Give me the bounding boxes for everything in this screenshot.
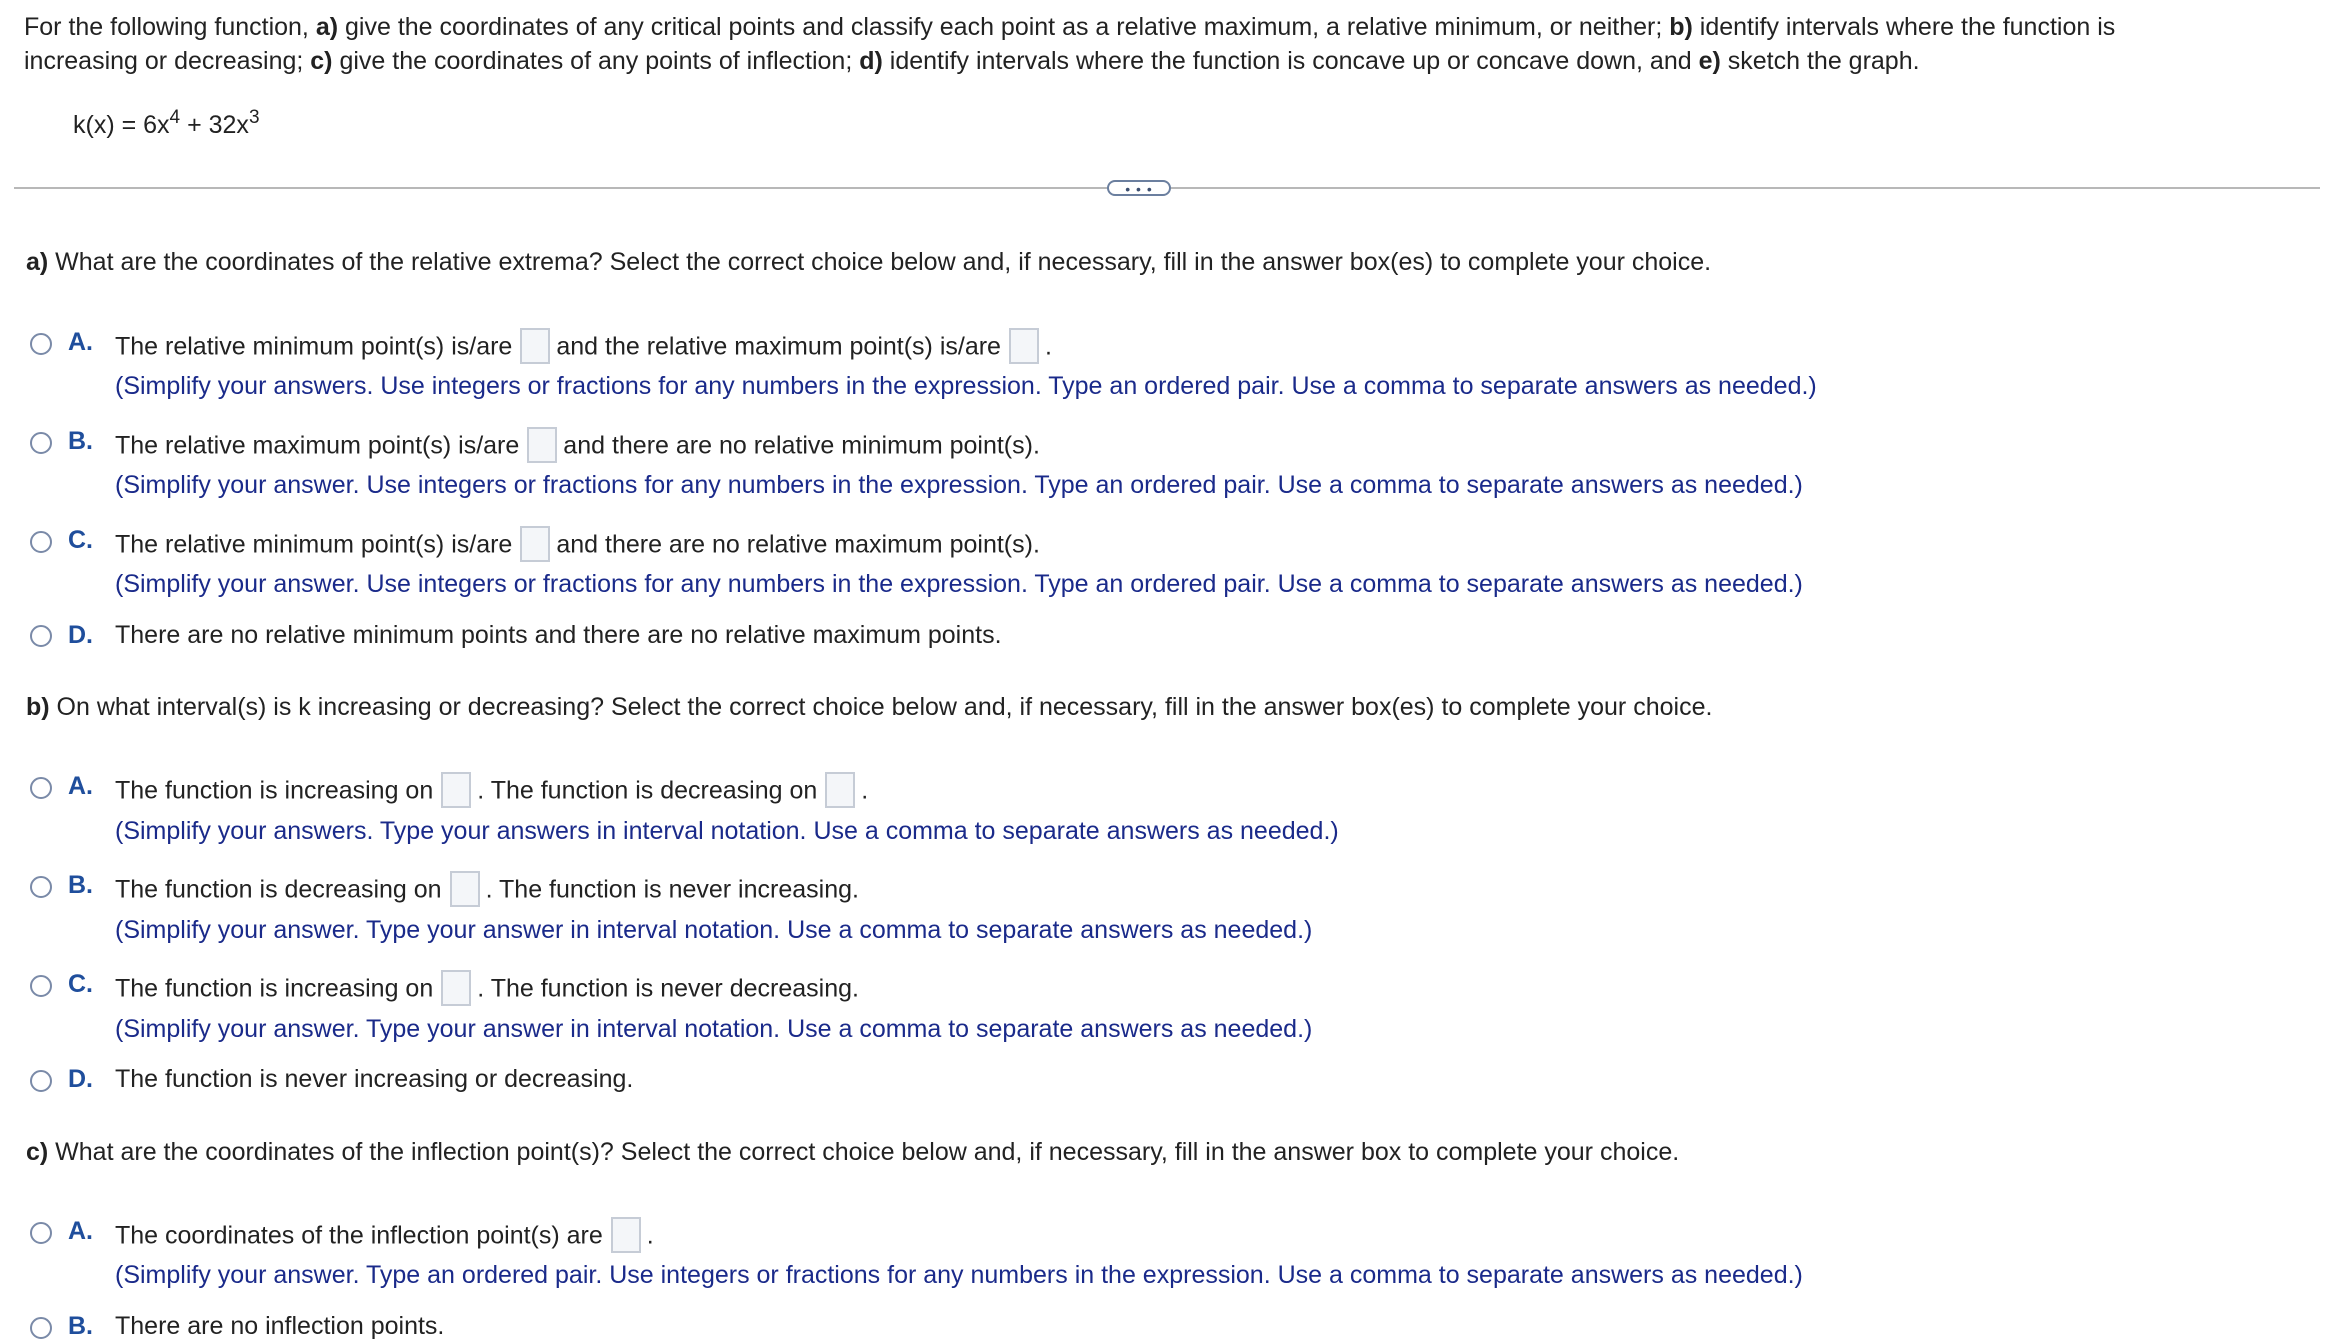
choice-b-D: The function is never increasing or decreasing. [115,1065,634,1093]
instr-label-e: e) [1698,47,1721,75]
answer-box-b-A-inc[interactable] [441,772,471,808]
choice-a-C-letter: C. [68,526,93,554]
choice-text: . The function is never decreasing. [477,974,859,1003]
hint-b-C: (Simplify your answer. Type your answer in interval notation. Use a comma to separate answers as needed.) [115,1015,1313,1043]
function-expression [73,108,260,142]
choice-b-A [115,774,868,810]
choice-b-D-letter: D. [68,1065,93,1093]
hint-a-A: (Simplify your answers. Use integers or fractions for any numbers in the expression. Type an ordered pair. Use a comma to separate answers as needed.) [115,372,1817,400]
choice-c-B-letter: B. [68,1312,93,1340]
radio-c-A[interactable] [30,1222,52,1244]
answer-box-a-C[interactable] [520,526,550,562]
radio-b-B[interactable] [30,876,52,898]
choice-b-C-letter: C. [68,970,93,998]
question-c-label: c) [26,1138,49,1166]
instr-label-a: a) [315,13,339,41]
instr-text: give the coordinates of any points of inflection; [332,47,860,75]
radio-b-D[interactable] [30,1070,52,1092]
hint-b-A: (Simplify your answers. Type your answers in interval notation. Use a comma to separate answers as needed.) [115,817,1339,845]
question-b-text: On what interval(s) is k increasing or decreasing? Select the correct choice below and, if necessary, fill in the answer box(es) to complete your choice. [49,693,1713,721]
choice-text: and there are no relative maximum point(s). [556,530,1040,559]
choice-text: The function is increasing on [115,974,434,1003]
fn-mid: + 32x [180,111,249,139]
choice-text: The function is increasing on [115,776,434,805]
choice-c-B: There are no inflection points. [115,1312,445,1340]
choice-text: The relative minimum point(s) is/are [115,332,513,361]
answer-box-b-B[interactable] [450,871,480,907]
choice-b-A-letter: A. [68,772,93,800]
choice-a-D-letter: D. [68,621,93,649]
instr-text: increasing or decreasing; [24,47,311,75]
choice-text: . The function is never increasing. [485,875,859,904]
instructions-line-2 [24,44,2115,78]
choice-c-A-letter: A. [68,1217,93,1245]
instr-text: For the following function, [24,13,316,41]
choice-b-B [115,873,859,909]
hint-c-A: (Simplify your answer. Type an ordered pair. Use integers or fractions for any numbers in the expression. Use a comma to separate answers as needed.) [115,1261,1803,1289]
choice-text: The coordinates of the inflection point(s) are [115,1221,603,1250]
choice-a-B-letter: B. [68,427,93,455]
choice-text: The relative minimum point(s) is/are [115,530,513,559]
choice-a-A-letter: A. [68,328,93,356]
choice-b-B-letter: B. [68,871,93,899]
choice-a-C [115,528,1040,564]
question-a-text: What are the coordinates of the relative extrema? Select the correct choice below and, if necessary, fill in the answer box(es) to complete your choice. [48,248,1712,276]
fn-exp-2: 3 [248,107,260,128]
radio-a-D[interactable] [30,625,52,647]
choice-text: and there are no relative minimum point(s). [563,431,1040,460]
hint-a-C: (Simplify your answer. Use integers or fractions for any numbers in the expression. Type an ordered pair. Use a comma to separate answers as needed.) [115,570,1803,598]
question-b [26,691,1712,723]
radio-b-C[interactable] [30,975,52,997]
radio-a-A[interactable] [30,333,52,355]
choice-text: The function is decreasing on [115,875,442,904]
choice-text: . [646,1221,654,1250]
radio-a-B[interactable] [30,432,52,454]
answer-box-a-B[interactable] [527,427,557,463]
question-a [26,246,1711,278]
instr-label-b: b) [1669,13,1693,41]
choice-text: The relative maximum point(s) is/are [115,431,520,460]
instr-label-c: c) [310,47,333,75]
choice-a-D: There are no relative minimum points and there are no relative maximum points. [115,621,1002,649]
more-button[interactable]: • • • [1107,180,1171,196]
choice-b-C [115,972,859,1008]
hint-b-B: (Simplify your answer. Type your answer in interval notation. Use a comma to separate answers as needed.) [115,916,1313,944]
answer-box-b-A-dec[interactable] [825,772,855,808]
choice-a-A [115,330,1052,366]
instr-label-d: d) [859,47,883,75]
answer-box-a-A-min[interactable] [520,328,550,364]
question-b-label: b) [26,693,50,721]
instructions-line-1 [24,10,2115,44]
answer-box-c-A[interactable] [611,1217,641,1253]
instr-text: give the coordinates of any critical points and classify each point as a relative maximum, a relative minimum, or neither; [338,13,1670,41]
choice-text: . [861,776,869,805]
choice-c-A [115,1219,654,1255]
choice-text: . The function is decreasing on [477,776,818,805]
question-c-text: What are the coordinates of the inflection point(s)? Select the correct choice below and, if necessary, fill in the answer box to complete your choice. [48,1138,1680,1166]
radio-c-B[interactable] [30,1317,52,1339]
hint-a-B: (Simplify your answer. Use integers or fractions for any numbers in the expression. Type an ordered pair. Use a comma to separate answers as needed.) [115,471,1803,499]
instructions [24,10,2115,78]
answer-box-b-C[interactable] [441,970,471,1006]
fn-lhs: k(x) = 6x [73,111,170,139]
radio-a-C[interactable] [30,531,52,553]
instr-text: sketch the graph. [1720,47,1920,75]
radio-b-A[interactable] [30,777,52,799]
choice-text: . [1044,332,1052,361]
instr-text: identify intervals where the function is concave up or concave down, and [882,47,1699,75]
question-c [26,1136,1679,1168]
question-a-label: a) [26,248,49,276]
fn-exp-1: 4 [169,107,181,128]
instr-text: identify intervals where the function is [1692,13,2116,41]
answer-box-a-A-max[interactable] [1009,328,1039,364]
choice-text: and the relative maximum point(s) is/are [556,332,1001,361]
choice-a-B [115,429,1040,465]
